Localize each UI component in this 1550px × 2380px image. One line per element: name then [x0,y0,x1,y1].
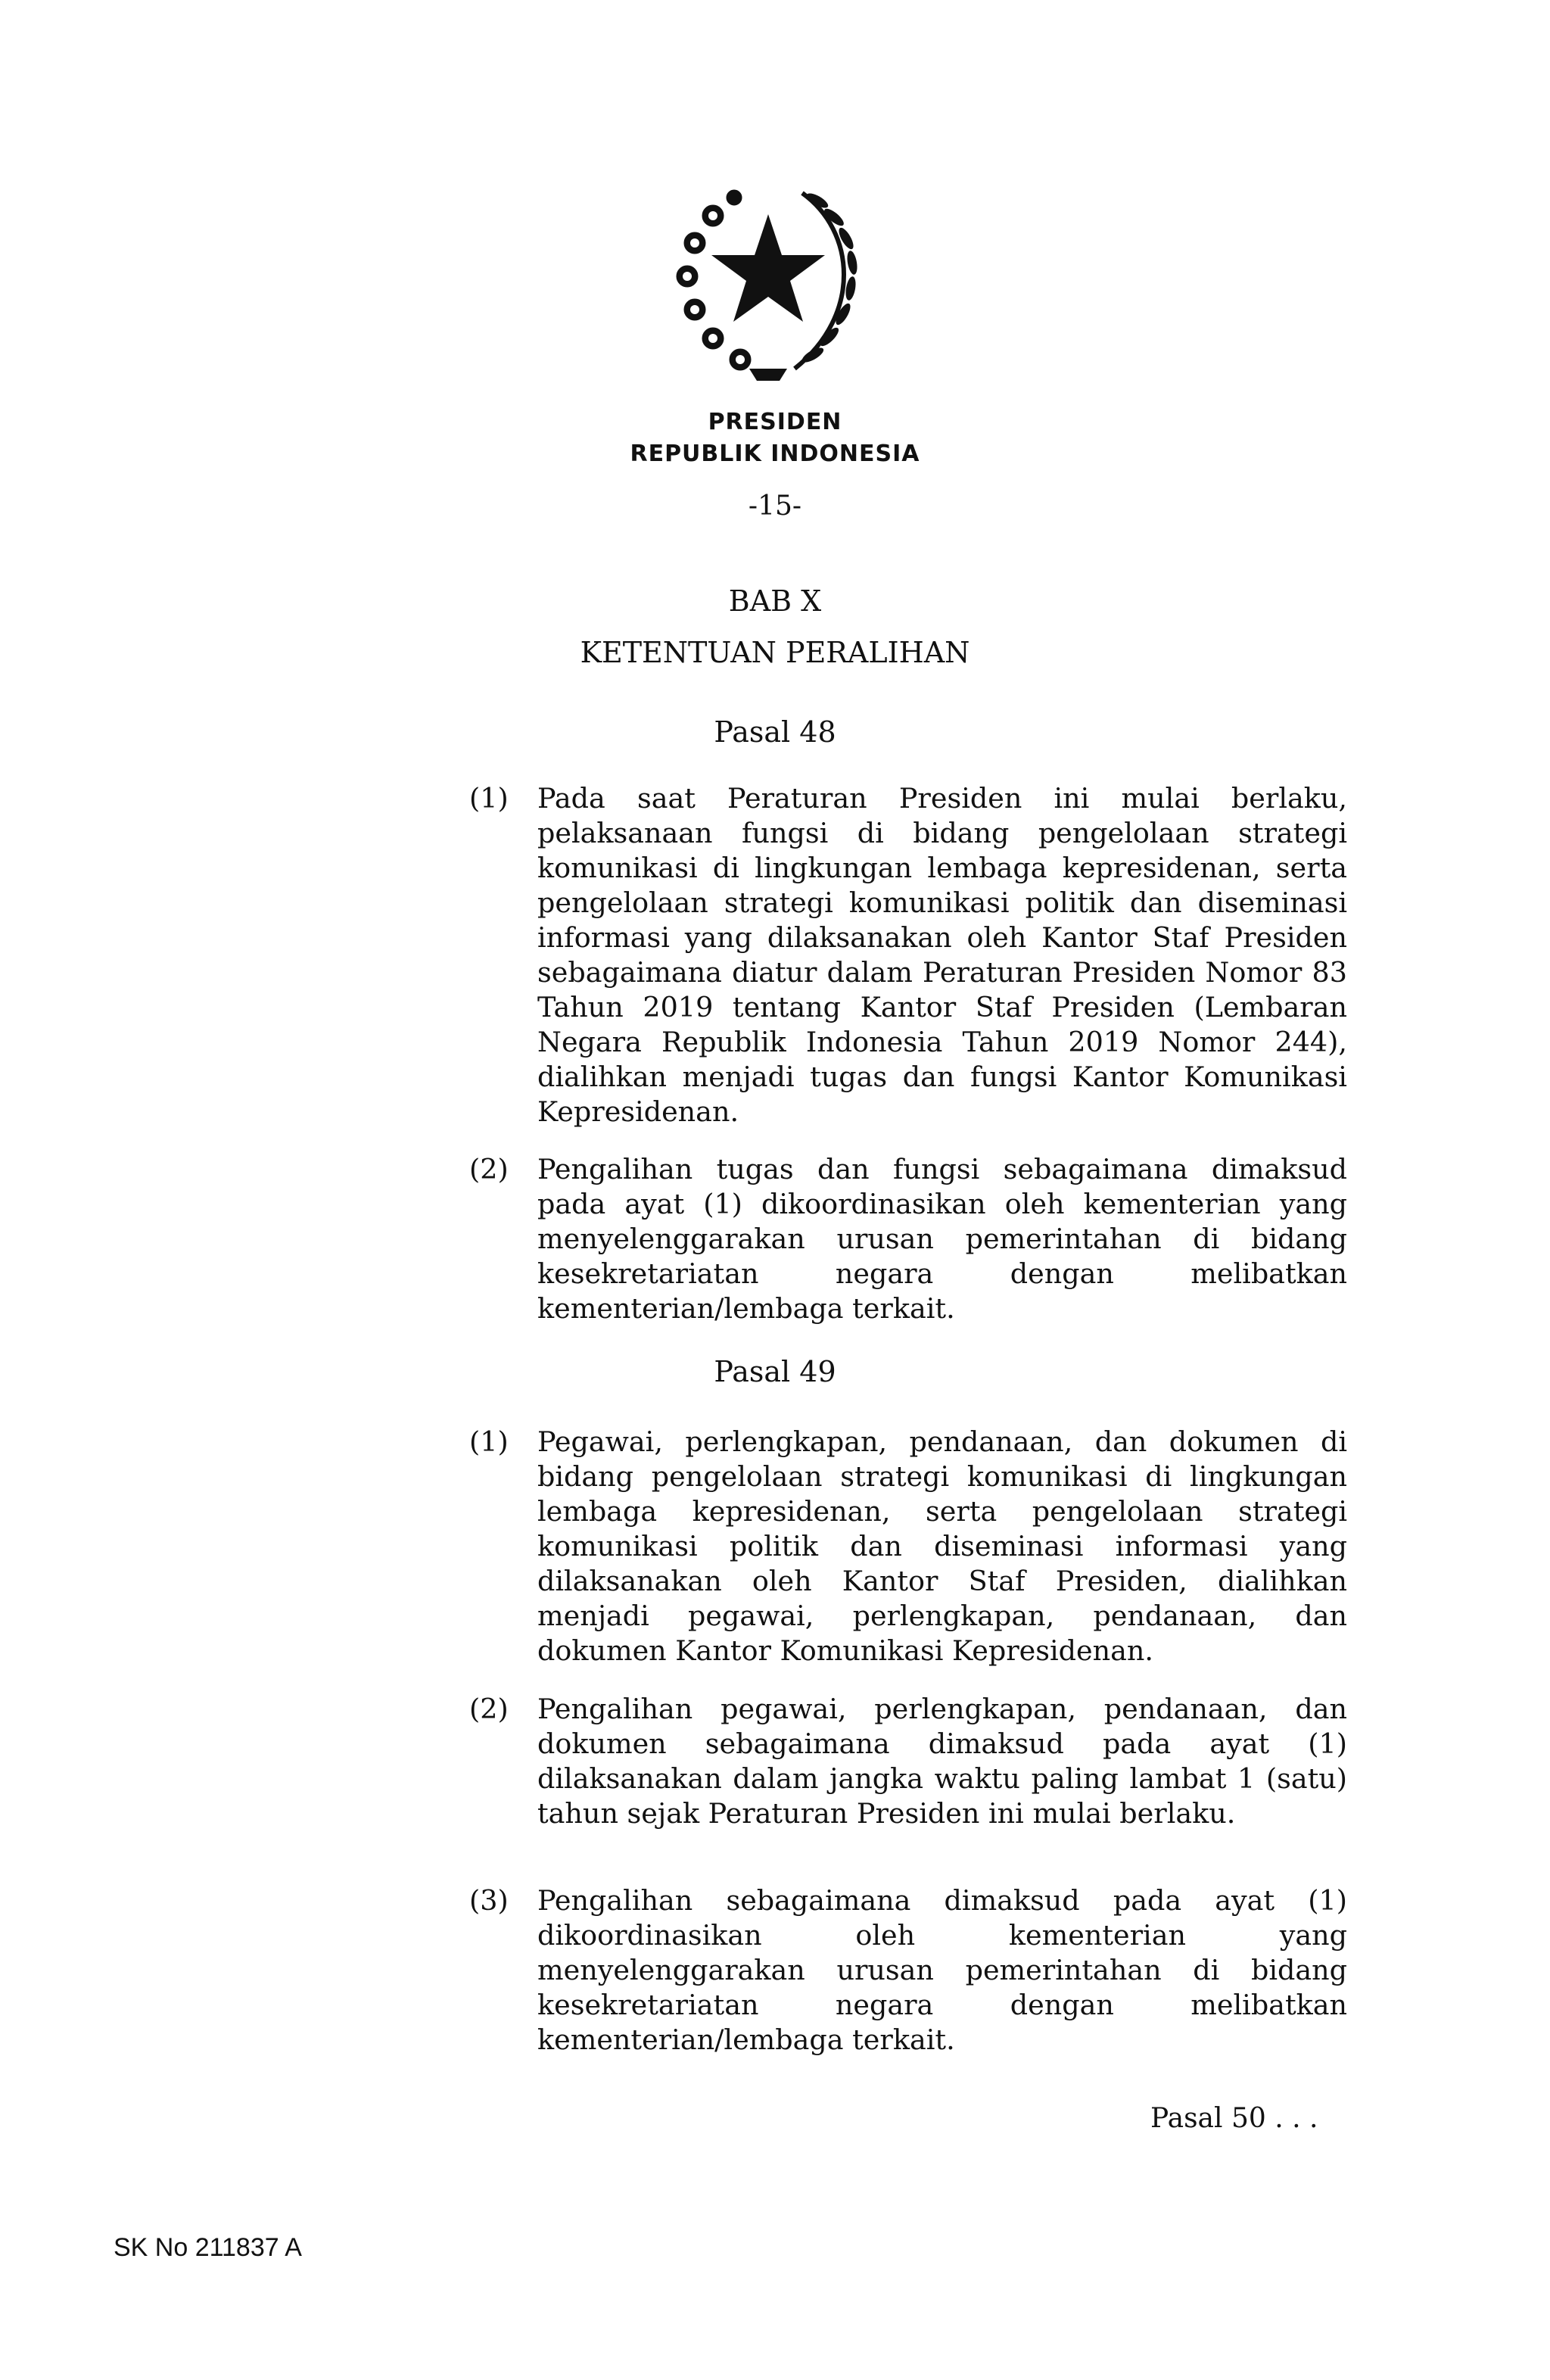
chapter-title: KETENTUAN PERALIHAN [580,636,970,669]
header-presiden: PRESIDEN [708,409,842,435]
pasal-49-heading: Pasal 49 [714,1355,836,1388]
ayat-text: Pada saat Peraturan Presiden ini mulai berlaku, pelaksanaan fungsi di bidang pengelolaan strategi komunikasi di lingkungan lembaga kepresidenan, serta pengelolaan strategi komunikasi politik dan diseminasi informasi yang dilaksanakan oleh Kantor Staf Presiden sebagaimana diatur dalam Peraturan Presiden Nomor 83 Tahun 2019 tentang Kantor Staf Presiden (Lembaran Negara Republik Indonesia Tahun 2019 Nomor 244), dialihkan menjadi tugas dan fungsi Kantor Komunikasi Kepresidenan. [537,782,1347,1128]
ayat-number: (1) [469,782,509,815]
page-number: -15- [748,491,802,522]
document-code: SK No 211837 A [114,2233,302,2262]
next-page-catchword: Pasal 50 . . . [1150,2103,1318,2134]
ayat-text: Pengalihan tugas dan fungsi sebagaimana dimaksud pada ayat (1) dikoordinasikan oleh kementerian yang menyelenggarakan urusan pemerintahan di bidang kesekretariatan negara dengan melibatkan kementerian/lembaga terkait. [537,1153,1347,1325]
presidential-emblem-icon [666,170,870,390]
ayat-number: (3) [469,1884,509,1917]
ayat-text: Pengalihan sebagaimana dimaksud pada ayat (1) dikoordinasikan oleh kementerian yang menyelenggarakan urusan pemerintahan di bidang kesekretariatan negara dengan melibatkan kementerian/lembaga terkait. [537,1884,1347,2056]
chapter-number: BAB X [728,584,822,618]
pasal-48-heading: Pasal 48 [714,715,836,749]
header-republik-indonesia: REPUBLIK INDONESIA [630,441,920,467]
ayat-number: (2) [469,1153,509,1185]
ayat-text: Pegawai, perlengkapan, pendanaan, dan dokumen di bidang pengelolaan strategi komunikasi di lingkungan lembaga kepresidenan, serta pengelolaan strategi komunikasi politik dan diseminasi informasi yang dilaksanakan oleh Kantor Staf Presiden, dialihkan menjadi pegawai, perlengkapan, pendanaan, dan dokumen Kantor Komunikasi Kepresidenan. [537,1425,1347,1667]
ayat-number: (1) [469,1425,509,1458]
ayat-text: Pengalihan pegawai, perlengkapan, pendanaan, dan dokumen sebagaimana dimaksud pada ayat (1) dilaksanakan dalam jangka waktu paling lambat 1 (satu) tahun sejak Peraturan Presiden ini mulai berlaku. [537,1693,1347,1830]
ayat-number: (2) [469,1693,509,1725]
